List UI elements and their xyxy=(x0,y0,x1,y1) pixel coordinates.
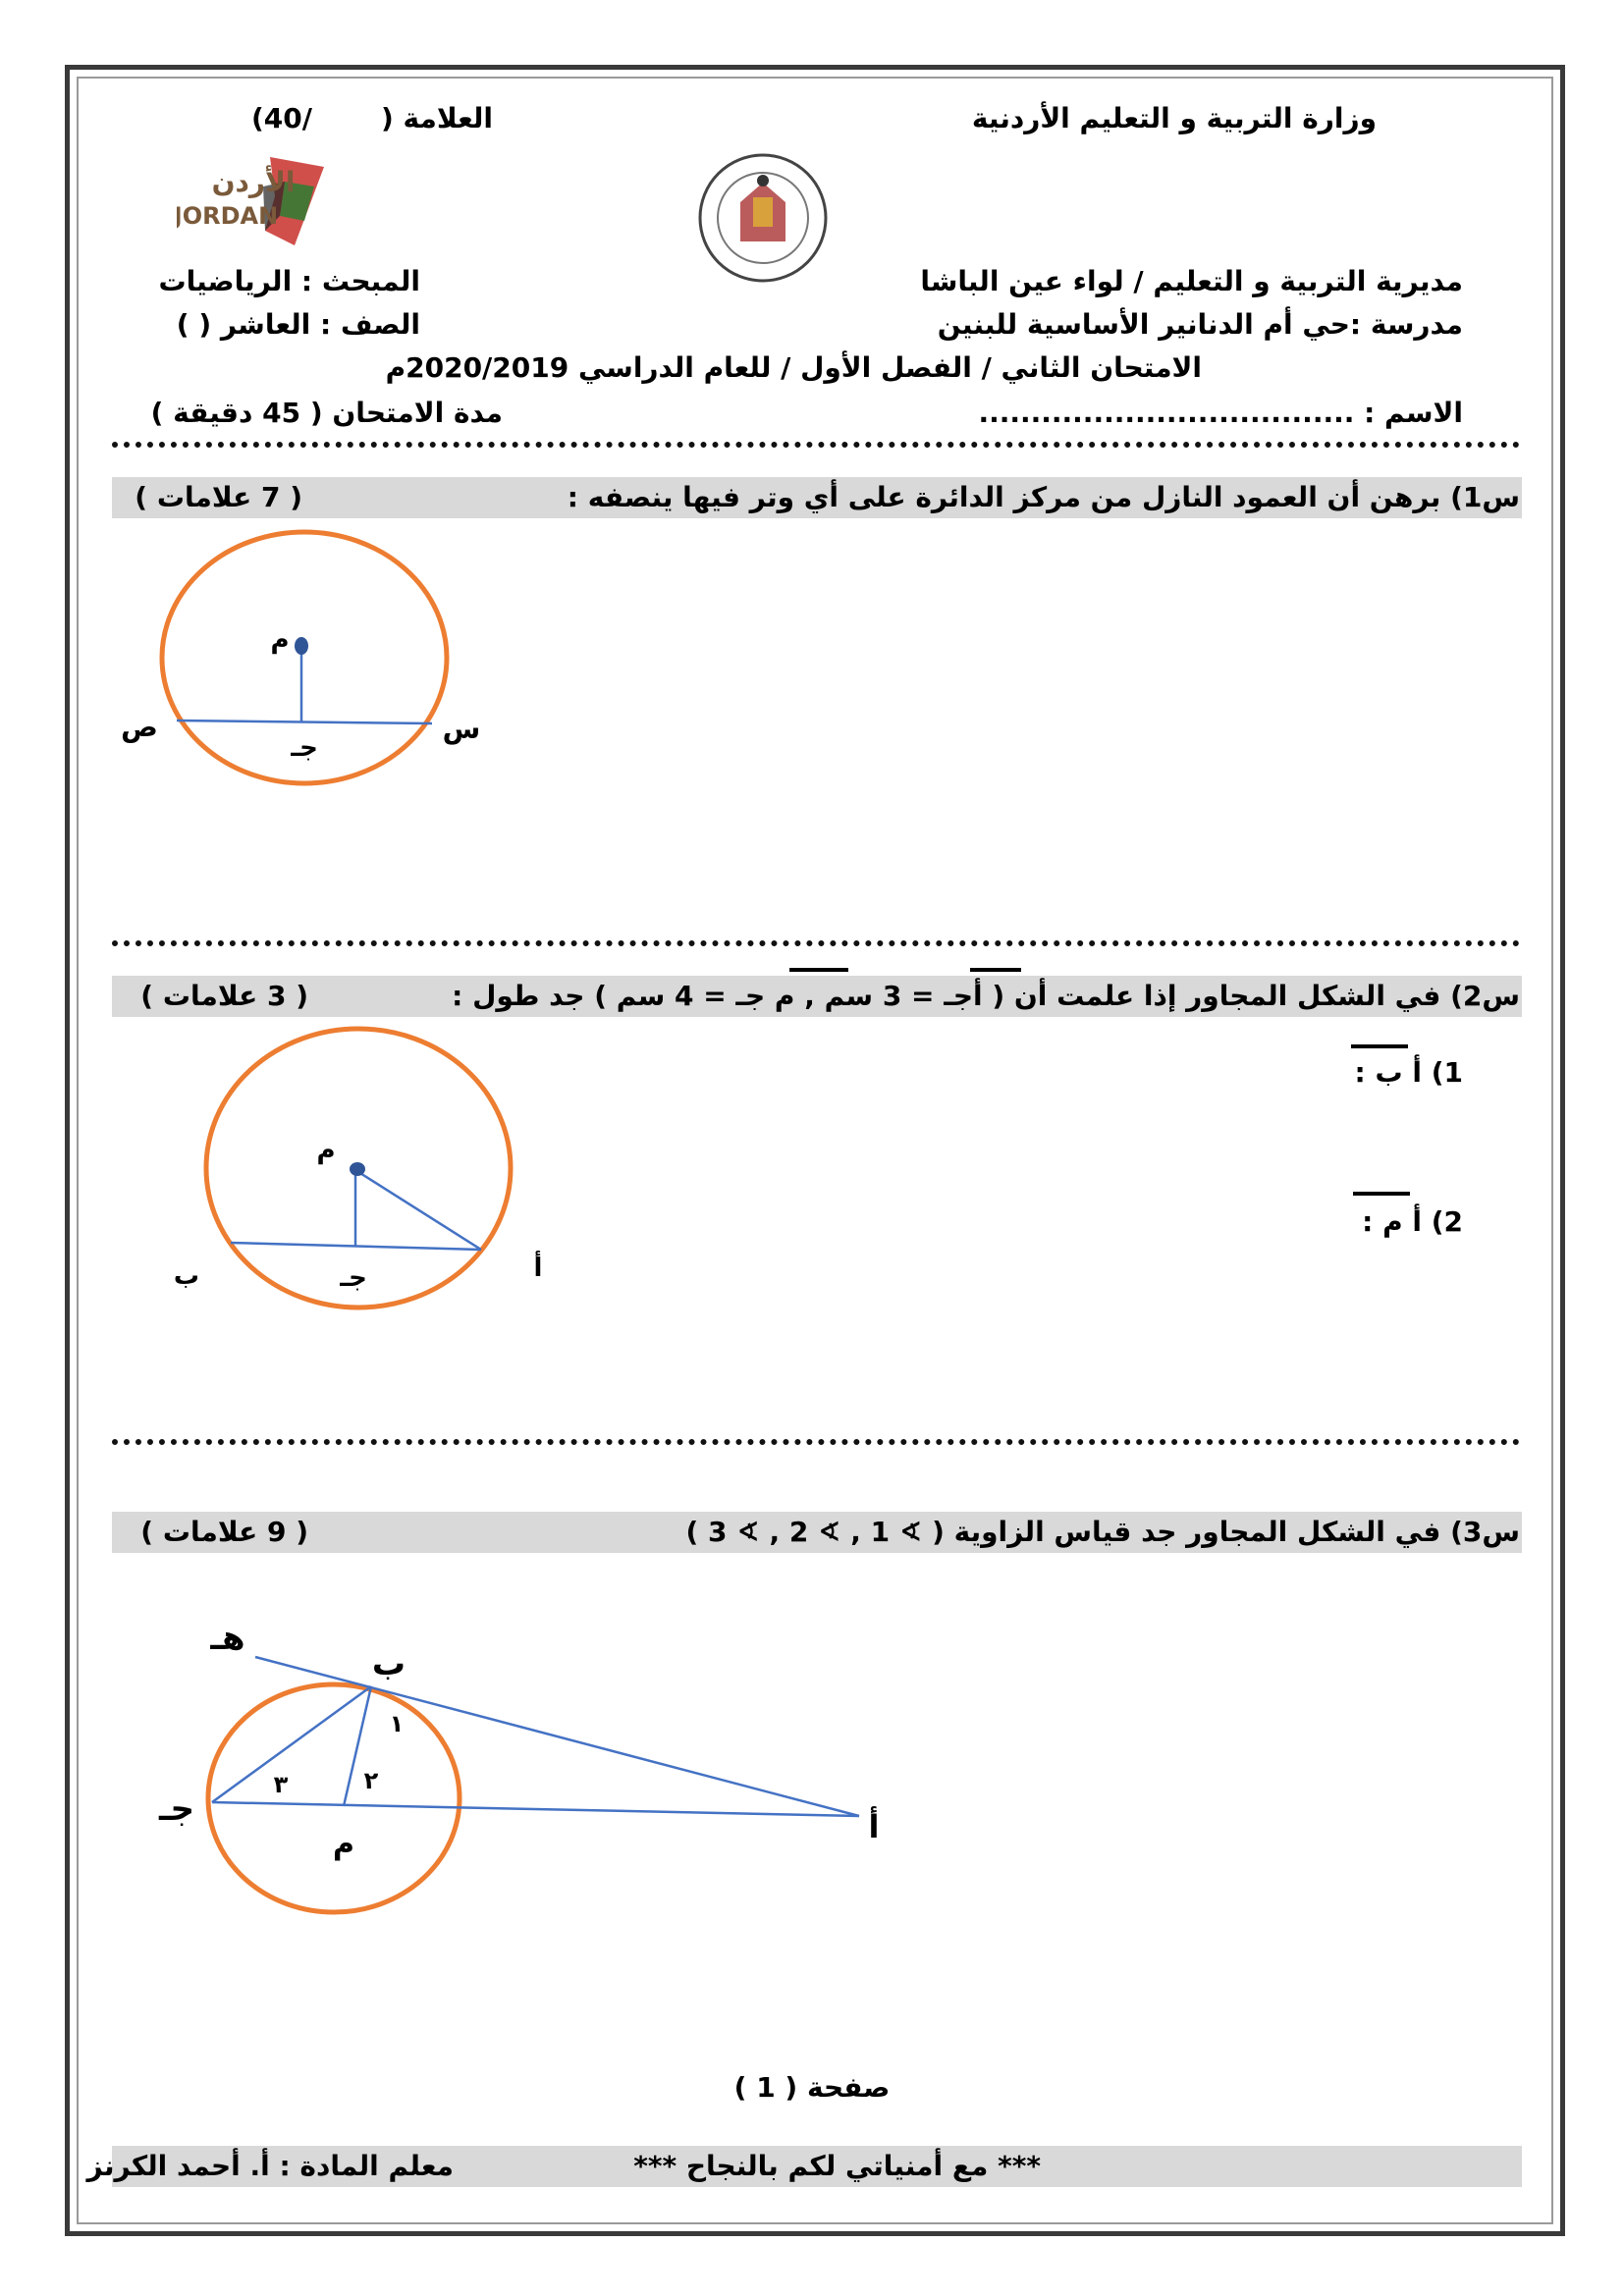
q2-overline-aj xyxy=(970,968,1021,972)
q1-text: س1) برهن أن العمود النازل من مركز الدائرة على أي وتر فيها ينصفه : xyxy=(567,481,1520,513)
footer-wishes: *** مع أمنياتي لكم بالنجاح *** xyxy=(633,2150,1041,2182)
q2-label-b: ب xyxy=(173,1261,200,1291)
subject: المبحث : الرياضيات xyxy=(158,265,420,297)
q2-marks: ( 3 علامات ) xyxy=(140,980,308,1012)
q2-figure xyxy=(157,1021,569,1315)
grade-label: العلامة ( xyxy=(380,102,493,134)
q2-item-2: 2) أ م : xyxy=(1362,1205,1463,1238)
q1-marks: ( 7 علامات ) xyxy=(135,481,302,513)
q1-label-right: س xyxy=(442,713,481,745)
q3-angle-3: ٣ xyxy=(273,1771,289,1798)
grade-total: (40/ xyxy=(251,102,312,134)
q3-label-j: جـ xyxy=(158,1789,195,1829)
q3-circle xyxy=(208,1684,460,1912)
separator xyxy=(112,442,1520,448)
q1-label-left: ص xyxy=(121,711,158,743)
name-field[interactable]: الاسم : .................................... xyxy=(978,397,1463,429)
q1-label-center: م xyxy=(270,625,290,655)
ministry-emblem xyxy=(679,143,846,293)
q2-overline-mj xyxy=(789,968,848,972)
q3-label-b: ب xyxy=(371,1644,406,1683)
school: مدرسة :حي أم الدنانير الأساسية للبنين xyxy=(937,308,1463,341)
q2-radius xyxy=(355,1170,481,1250)
q3-label-m: م xyxy=(333,1827,354,1861)
q2-center-point xyxy=(350,1162,365,1176)
q1-center-point xyxy=(295,637,308,655)
q1-figure xyxy=(108,520,501,805)
q3-text: س3) في الشكل المجاور جد قياس الزاوية ( ∢ 1 , ∢ 2 , ∢ 3 ) xyxy=(685,1516,1520,1548)
q2-overline-ab xyxy=(1351,1044,1408,1048)
q2-label-center: م xyxy=(316,1136,336,1165)
q2-overline-am xyxy=(1353,1192,1410,1196)
separator xyxy=(112,1439,1520,1445)
q2-item-1: 1) أ ب : xyxy=(1354,1056,1463,1089)
page-number: صفحة ( 1 ) xyxy=(733,2071,891,2104)
exam-title: الامتحان الثاني / الفصل الأول / للعام الدراسي 2020/2019م xyxy=(385,351,1202,384)
q3-diameter-line xyxy=(212,1802,859,1816)
q3-figure xyxy=(147,1610,913,1944)
jordan-logo-latin: JORDAN xyxy=(177,202,279,230)
teacher-name: معلم المادة : أ. أحمد الكرنز xyxy=(86,2150,454,2182)
q3-label-h: هـ xyxy=(210,1619,245,1658)
q1-label-foot: جـ xyxy=(291,733,318,763)
q2-label-c: جـ xyxy=(340,1263,367,1293)
duration: مدة الامتحان ( 45 دقيقة ) xyxy=(150,397,503,429)
q2-text: س2) في الشكل المجاور إذا علمت أن ( أجـ = 3 سم , م جـ = 4 سم ) جد طول : xyxy=(452,980,1520,1012)
q1-chord xyxy=(177,721,432,723)
jordan-logo-arabic: الأردن xyxy=(211,166,296,198)
q2-label-a: أ xyxy=(533,1254,543,1283)
separator xyxy=(112,940,1520,946)
q3-angle-2: ٢ xyxy=(363,1767,379,1794)
class: الصف : العاشر ( ) xyxy=(176,308,420,341)
q3-marks: ( 9 علامات ) xyxy=(140,1516,308,1548)
q3-label-a: أ xyxy=(868,1808,880,1845)
ministry-title: وزارة التربية و التعليم الأردنية xyxy=(971,102,1377,134)
q3-angle-1: ١ xyxy=(389,1710,405,1737)
directorate: مديرية التربية و التعليم / لواء عين الباشا xyxy=(920,265,1463,297)
jordan-logo xyxy=(177,147,344,255)
